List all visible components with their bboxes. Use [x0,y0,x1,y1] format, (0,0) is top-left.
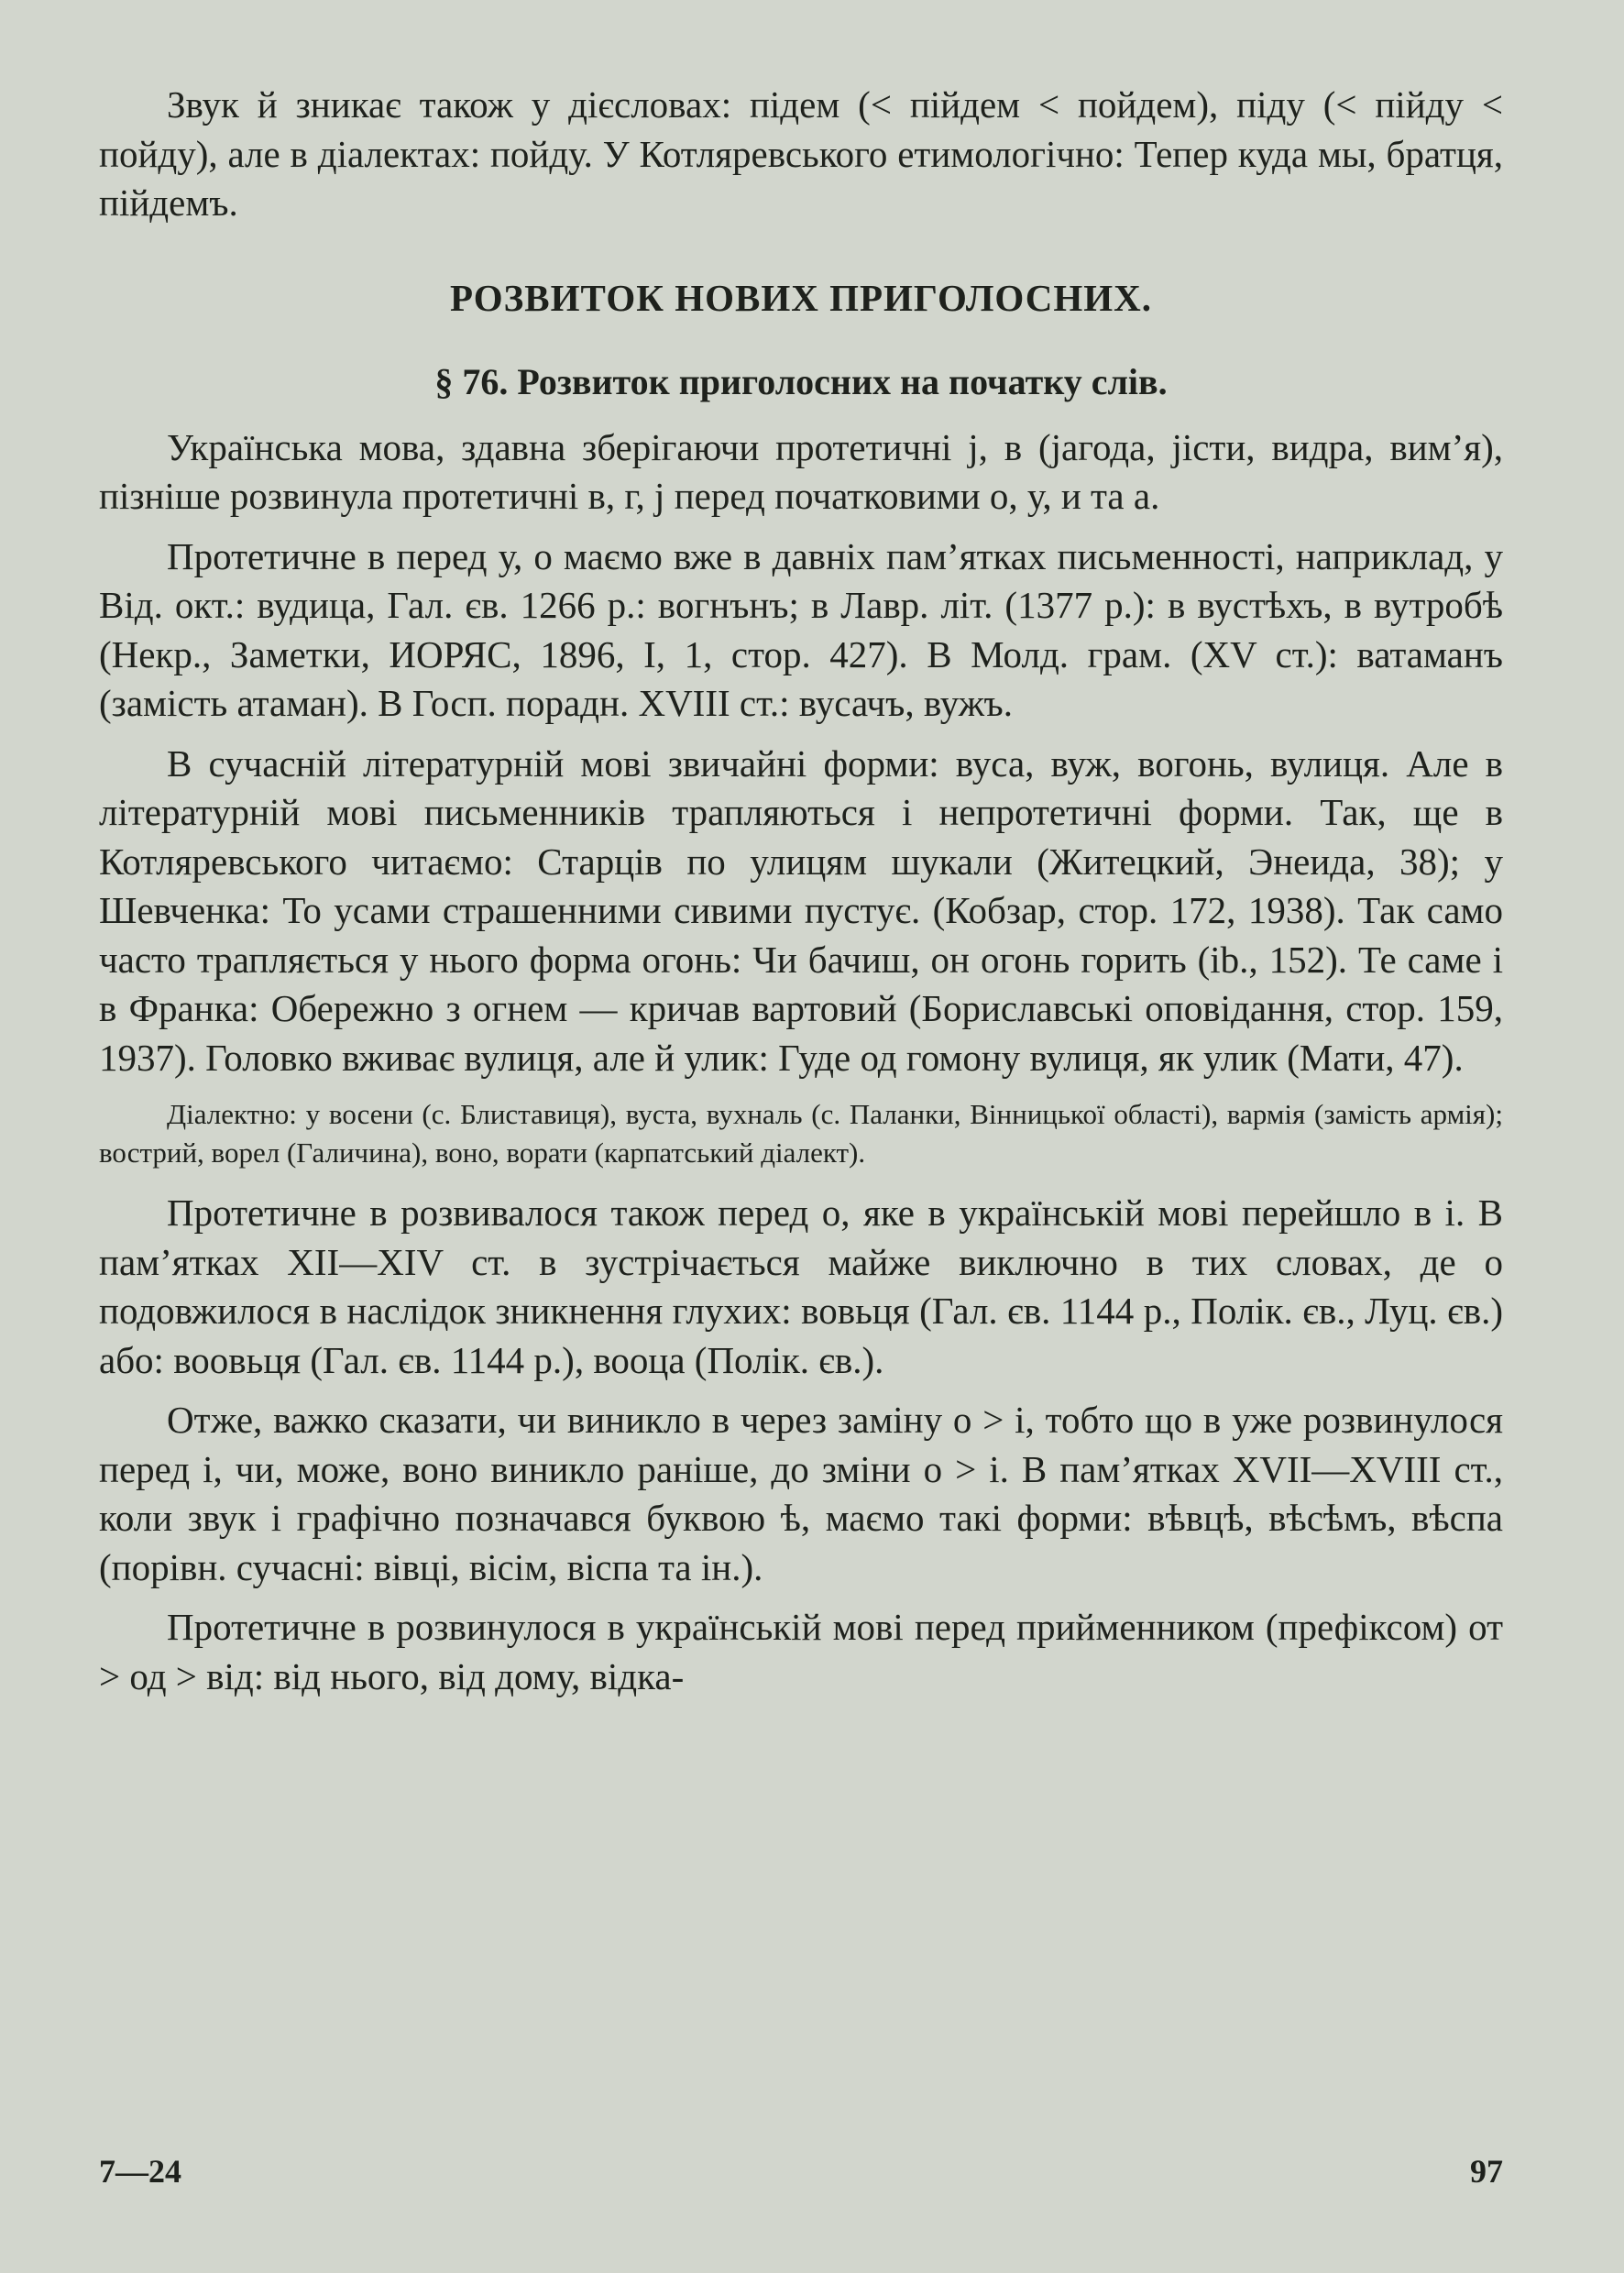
subsection-heading: § 76. Розвиток приголосних на початку слів. [434,360,1168,402]
paragraph-intro: Звук й зникає також у дієсловах: підем (< пійдем < пойдем), піду (< пійду < пойду), але в діалектах: пойду. У Котляревського етимологічно: Тепер куда мы, братця, пійдемъ. [99,83,1503,224]
page-number: 97 [1470,2153,1503,2190]
paragraph-prefix-vid: Протетичне в розвинулося в українській мові перед прийменником (префіксом) от > од > від: від нього, від дому, відка- [99,1606,1503,1697]
paragraph-modern-language: В сучасній літературній мові звичайні форми: вуса, вуж, вогонь, вулиця. Але в літературній мові письменників трапляються і непротетичні форми. Так, ще в Котляревського читаємо: Старців по улицям шукали (Житецкий, Энеида, 38); у Шевченка: То усами страшенними сивими пустує. (Кобзар, стор. 172, 1938). Так само часто трапляється у нього форма огонь: Чи бачиш, он огонь горить (ib., 152). Те саме і в Франка: Обережно з огнем — кричав вартовий (Бориславські оповідання, стор. 159, 1937). Головко вживає вулиця, але й улик: Гуде од гомону вулиця, як улик (Мати, 47). [99,741,1503,1079]
section-heading: РОЗВИТОК НОВИХ ПРИГОЛОСНИХ. [449,276,1153,319]
paragraph-origin-question: Отже, важко сказати, чи виникло в через заміну о > і, тобто що в уже розвинулося перед і, чи, може, воно виникло раніше, до зміни о > і. В пам’ятках XVII—XVIII ст., коли звук і графічно позначався буквою ѣ, маємо такі форми: вѣвцѣ, вѣсѣмъ, вѣспа (порівн. сучасні: вівці, вісім, віспа та ін.). [99,1399,1503,1588]
paragraph-old-monuments: Протетичне в перед у, о маємо вже в давніх пам’ятках письменності, наприклад, у Від. окт.: вудица, Гал. єв. 1266 р.: вогнънъ; в Лавр. літ. (1377 р.): в вустѣхъ, в вутробѣ (Некр., Заметки, ИОРЯС, 1896, I, 1, стор. 427). В Молд. грам. (XV ст.): ватаманъ (замість атаман). В Госп. порадн. XVIII ст.: вусачъ, вужъ. [99,534,1503,724]
paragraph-prothetic-overview: Українська мова, здавна зберігаючи протетичні j, в (jагода, jісти, видра, вим’я), пізніше розвинула протетичні в, г, j перед початковими о, у, и та а. [99,425,1503,517]
paragraph-before-o: Протетичне в розвивалося також перед о, яке в українській мові перейшло в і. В пам’ятках XII—XIV ст. в зустрічається майже виключно в тих словах, де о подовжилося в наслідок зникнення глухих: вовьця (Гал. єв. 1144 р., Полік. єв., Луц. єв.) або: воовьця (Гал. єв. 1144 р.), вооца (Полік. єв.). [99,1191,1503,1381]
dialect-note: Діалектно: у восени (с. Блиставиця), вуста, вухналь (с. Паланки, Вінницької області), вармія (замість армія); вострий, ворел (Галичина), воно, ворати (карпатський діалект). [99,1098,1503,1169]
page-footer [99,2152,1503,2191]
printer-signature: 7—24 [99,2153,181,2190]
